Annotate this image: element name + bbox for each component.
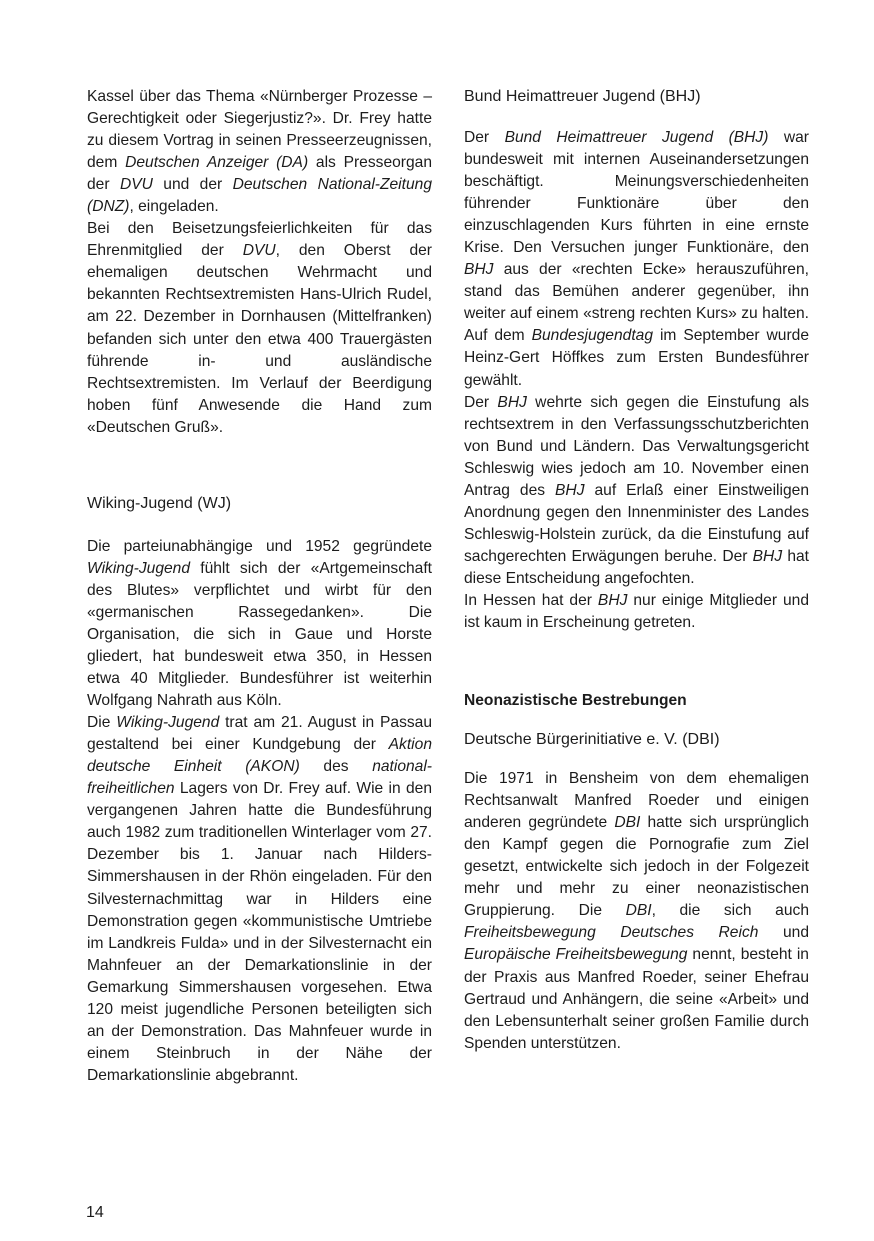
paragraph-bhj-court: Der BHJ wehrte sich gegen die Einstufung als rechtsextrem in den Verfassungsschutzberichten von Bund und Ländern. Das Verwaltungsgericht Schleswig wies jedoch am 10. November einen Antrag des BHJ auf Erlaß einer Einstweiligen Anordnung gegen den Innenminister des Landes Schleswig-Holstein zurück, da die Einstufung auf sachgerechten Erwägungen beruhe. Der BHJ hat diese Entscheidung angefochten. bbox=[464, 393, 809, 587]
page-number: 14 bbox=[86, 1204, 104, 1221]
paragraph-wiking-jugend-intro: Die parteiunabhängige und 1952 gegründete Wiking-Jugend fühlt sich der «Artgemeinschaft des Blutes» verpflichtet und wirbt für den «germanischen Rassegedanken». Die Organisation, die sich in Gaue und Horste gliedert, hat bundesweit etwa 350, in Hessen etwa 40 Mitglieder. Bundesführer ist weiterhin Wolfgang Nahrath aus Köln. bbox=[87, 537, 432, 710]
paragraph-bhj-hessen: In Hessen hat der BHJ nur einige Mitglieder und ist kaum in Erscheinung getreten. bbox=[464, 591, 809, 632]
section-heading-bhj: Bund Heimattreuer Jugend (BHJ) bbox=[464, 88, 701, 105]
paragraph-wiking-jugend-activities: Die Wiking-Jugend trat am 21. August in Passau gestaltend bei einer Kundgebung der Aktion deutsche Einheit (AKON) des national-freiheitlichen Lagers von Dr. Frey auf. Wie in den vergangenen Jahren hatte die Bundesführung auch 1982 zum traditionellen Winterlager vom 27. Dezember bis 1. Januar nach Hilders-Simmershausen in der Rhön eingeladen. Für den Silvesternachmittag war in Hilders eine Demonstration gegen «kommunistische Umtriebe im Landkreis Fulda» und in der Silvesternacht ein Mahnfeuer an der Demarkationslinie in der Gemarkung Simmershausen vorgesehen. Etwa 120 meist jugendliche Personen beteiligten sich an der Demonstration. Das Mahnfeuer wurde in einem Steinbruch in der Nähe der Demarkationslinie abgebrannt. bbox=[87, 714, 433, 1084]
paragraph-rudel-funeral: Bei den Beisetzungsfeierlichkeiten für das Ehrenmitglied der DVU, den Oberst der ehemaligen deutschen Wehrmacht und bekannten Rechtsextremisten Hans-Ulrich Rudel, am 22. Dezember in Dornhausen (Mittelfranken) befanden sich unter den etwa 400 Trauergästen führende in- und ausländische Rechtsextremisten. Im Verlauf der Beerdigung hoben fünf Anwesende die Hand zum «Deutschen Gruß». bbox=[87, 220, 432, 436]
paragraph-bhj-crisis: Der Bund Heimattreuer Jugend (BHJ) war bundesweit mit internen Auseinandersetzungen beschäftigt. Meinungsverschiedenheiten führender Funktionäre über den einzuschlagenden Kurs führten in eine ernste Krise. Den Versuchen junger Funktionäre, den BHJ aus der «rechten Ecke» herauszuführen, stand das Bemühen anderer gegenüber, ihn weiter auf einem «streng rechten Kurs» zu halten. Auf dem Bundesjugendtag im September wurde Heinz-Gert Höffkes zum Ersten Bundesführer gewählt. bbox=[464, 129, 810, 389]
paragraph-kassel-lecture: Kassel über das Thema «Nürnberger Prozesse – Gerechtigkeit oder Siegerjustiz?». Dr. Frey hatte zu diesem Vortrag in seinen Presseerzeugnissen, dem Deutschen Anzeiger (DA) als Presseorgan der DVU und der Deutschen National-Zeitung (DNZ), eingeladen. bbox=[87, 88, 433, 216]
left-column bbox=[87, 86, 432, 1087]
section-heading-wiking-jugend: Wiking-Jugend (WJ) bbox=[87, 494, 232, 512]
paragraph-dbi: Die 1971 in Bensheim von dem ehemaligen Rechtsanwalt Manfred Roeder und einigen anderen gegründete DBI hatte sich ursprünglich den Kampf gegen die Pornografie zum Ziel gesetzt, entwickelte sich jedoch in der Folgezeit mehr und mehr zu einer neonazistischen Gruppierung. Die DBI, die sich auch Freiheitsbewegung Deutsches Reich und Europäische Freiheitsbewegung nennt, besteht in der Praxis aus Manfred Roeder, seiner Ehefrau Gertraud und Anhängern, die seine «Arbeit» und den Lebensunterhalt seiner großen Familie durch Spenden unterstützen. bbox=[464, 770, 809, 1052]
section-heading-dbi: Deutsche Bürgerinitiative e. V. (DBI) bbox=[464, 731, 720, 749]
right-column bbox=[464, 86, 809, 1055]
section-heading-neonazi: Neonazistische Bestrebungen bbox=[464, 692, 687, 710]
